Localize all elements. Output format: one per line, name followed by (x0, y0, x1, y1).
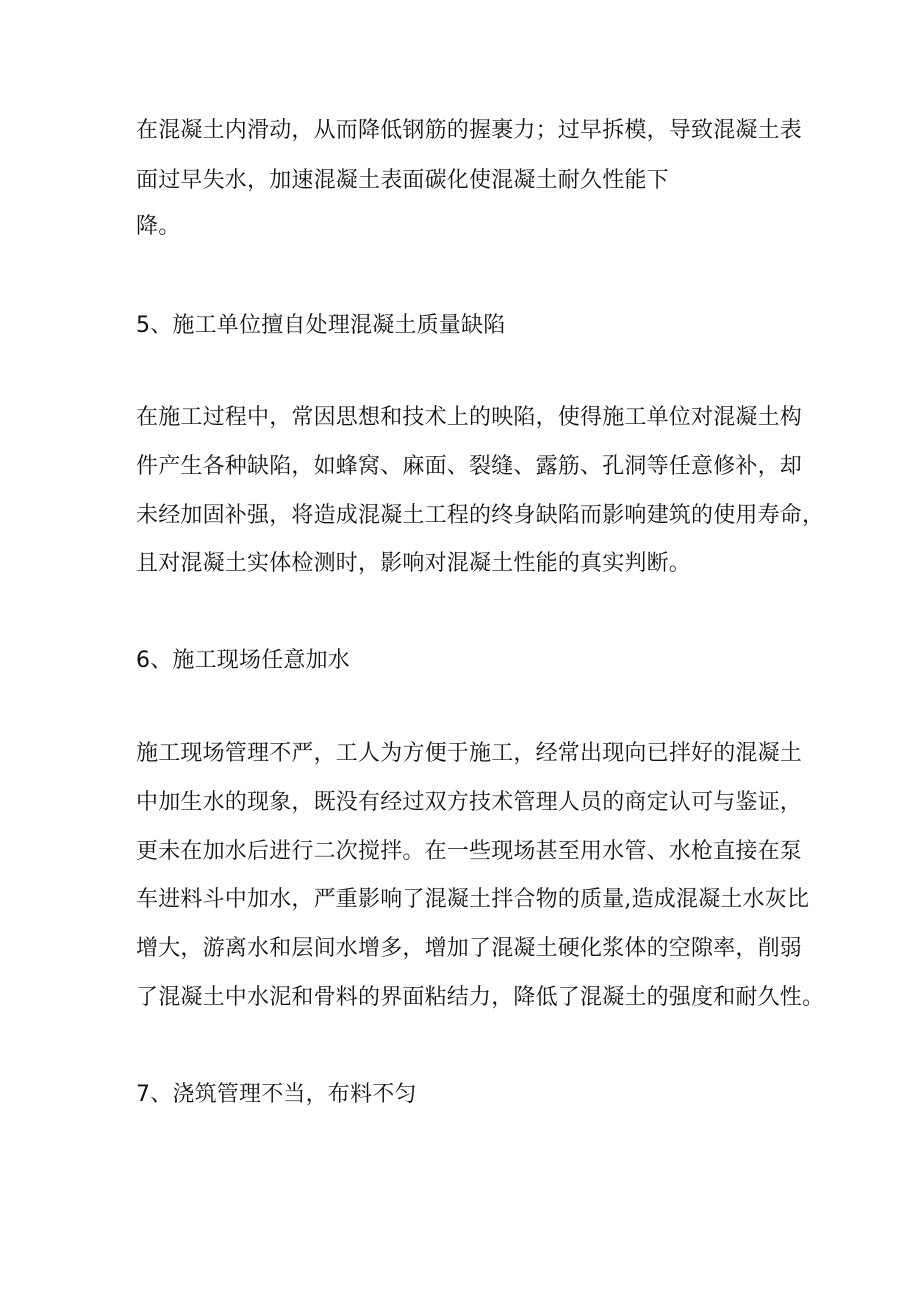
paragraph-line: 未经加固补强，将造成混凝土工程的终身缺陷而影响建筑的使用寿命， (136, 503, 825, 528)
paragraph-line: 车进料斗中加水，严重影响了混凝土拌合物的质量,造成混凝土水灰比 (136, 887, 810, 912)
paragraph-line: 增大，游离水和层间水增多，增加了混凝土硬化浆体的空隙率，削弱 (136, 936, 803, 961)
paragraph-line: 中加生水的现象，既没有经过双方技术管理人员的商定认可与鉴证， (136, 790, 803, 815)
paragraph-line: 更未在加水后进行二次搅拌。在一些现场甚至用水管、水枪直接在泵 (136, 839, 803, 864)
paragraph-line: 在施工过程中，常因思想和技术上的映陷，使得施工单位对混凝土构 (136, 405, 803, 430)
section-heading-5: 5、施工单位擅自处理混凝土质量缺陷 (136, 313, 506, 338)
paragraph-line: 降。 (136, 214, 181, 239)
paragraph-line: 施工现场管理不严，工人为方便于施工，经常出现向已拌好的混凝土 (136, 741, 803, 766)
section-heading-6: 6、施工现场任意加水 (136, 648, 350, 673)
paragraph-line: 面过早失水，加速混凝土表面碳化使混凝土耐久性能下 (136, 168, 669, 193)
paragraph-line: 件产生各种缺陷，如蜂窝、麻面、裂缝、露筋、孔洞等任意修补，却 (136, 454, 803, 479)
paragraph-line: 了混凝土中水泥和骨料的界面粘结力，降低了混凝土的强度和耐久性。 (136, 985, 825, 1010)
paragraph-line: 且对混凝土实体检测时，影响对混凝土性能的真实判断。 (136, 551, 692, 576)
paragraph-line: 在混凝土内滑动，从而降低钢筋的握裹力；过早拆模，导致混凝土表 (136, 118, 803, 143)
section-heading-7: 7、浇筑管理不当，布料不匀 (136, 1082, 417, 1107)
